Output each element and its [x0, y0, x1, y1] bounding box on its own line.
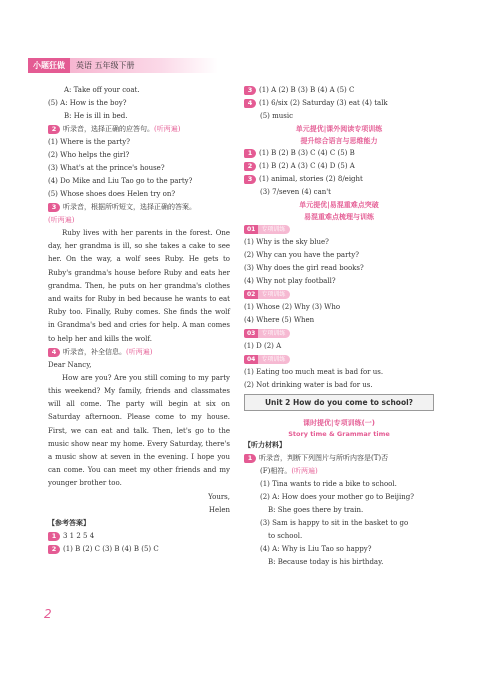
- list-item: (5) Whose shoes does Helen try on?: [48, 190, 176, 198]
- letter-greeting: Dear Nancy,: [48, 360, 92, 369]
- list-item: (3) Sam is happy to sit in the basket to go: [260, 519, 409, 527]
- list-item: (2) Who helps the girl?: [48, 151, 130, 159]
- section-title: 单元提优|课外阅读专项训练: [295, 125, 383, 133]
- answer-1: [48, 530, 230, 543]
- list-item: (3) Why does the girl read books?: [244, 264, 364, 272]
- answers-title: 【参考答案】: [48, 518, 90, 527]
- left-column: [48, 84, 230, 556]
- answer-number: 2: [244, 162, 256, 171]
- answer-2: [48, 543, 230, 556]
- course-subtitle: Story time & Grammar time: [288, 430, 390, 438]
- answer-4: [244, 97, 434, 110]
- question-text: 听录音，补全信息。: [63, 347, 126, 356]
- list-item: (3) What's at the prince's house?: [48, 164, 165, 172]
- section-subtitle: 易混重难点梳理与训练: [304, 213, 374, 221]
- page-number: 2: [44, 607, 52, 621]
- answer-cont: (5) music: [260, 112, 294, 120]
- list-item: (1) Eating too much meat is bad for us.: [244, 368, 384, 376]
- answer-3: [244, 84, 434, 97]
- header-tag: 小题狂做: [28, 58, 70, 73]
- header-subject: 英语 五年级下册: [76, 61, 135, 70]
- answer-text: (1) B (2) B (3) C (4) C (5) B: [259, 149, 355, 157]
- question-text: 听录音，选择正确的应答句。: [63, 125, 154, 133]
- text-line: (5) A: How is the boy?: [48, 99, 127, 107]
- letter-close: Yours,: [208, 492, 230, 501]
- list-item: (1) D (2) A: [244, 342, 282, 350]
- list-item: (4) A: Why is Liu Tao so happy?: [260, 545, 372, 553]
- list-item: (1) Why is the sky blue?: [244, 238, 329, 246]
- question-tag: (听两遍): [48, 216, 75, 224]
- material-list: [244, 478, 434, 569]
- question-number: 4: [48, 348, 60, 357]
- list-item: (4) Where (5) When: [244, 316, 315, 324]
- question-text: 听录音，判断下列图片与所听内容是(T)否: [259, 454, 389, 462]
- answer-number: 1: [48, 532, 60, 541]
- answer-number: 3: [244, 86, 256, 95]
- answer-number: 1: [244, 149, 256, 158]
- section-subtitle: 提升综合语言与思维能力: [300, 137, 378, 145]
- question-number: 2: [48, 125, 60, 134]
- question-2: [48, 123, 230, 136]
- question-tag: (听两遍): [291, 467, 318, 475]
- answer-text: (1) animal, stories (2) 8/eight: [259, 175, 363, 183]
- text-line: B: He is ill in bed.: [64, 112, 128, 120]
- answer-text: (1) 6/six (2) Saturday (3) eat (4) talk: [259, 99, 388, 107]
- answer-number: 2: [48, 545, 60, 554]
- question-number: 3: [48, 203, 60, 212]
- answer-text: (1) B (2) A (3) C (4) D (5) A: [259, 162, 355, 170]
- list-item: B: Because today is his birthday.: [268, 558, 384, 566]
- badge-number: 01: [244, 225, 258, 234]
- answer-s3: [244, 173, 434, 186]
- question-4: [48, 346, 230, 359]
- question-tag: (听两遍): [154, 125, 181, 133]
- unit-title: Unit 2 How do you come to school?: [244, 394, 434, 411]
- right-column: [244, 84, 434, 569]
- badge-label: 专项训练: [258, 329, 290, 338]
- question-cont: [244, 465, 434, 478]
- answer-number: 4: [244, 99, 256, 108]
- question-text-cont: (F)相符。: [260, 467, 292, 475]
- list-item: (4) Do Mike and Liu Tao go to the party?: [48, 177, 193, 185]
- answer-s1: [244, 147, 434, 160]
- section-title: 单元提优|易混重难点突破: [299, 201, 379, 209]
- badge-label: 专项训练: [258, 225, 290, 234]
- answer-text: (1) A (2) B (3) B (4) A (5) C: [259, 86, 355, 94]
- answer-text: (1) B (2) C (3) B (4) B (5) C: [63, 544, 159, 553]
- page-header: [28, 58, 218, 73]
- badge-number: 03: [244, 329, 258, 338]
- list-item: (2) Not drinking water is bad for us.: [244, 381, 373, 389]
- badge-label: 专项训练: [258, 290, 290, 299]
- list-item: (4) Why not play football?: [244, 277, 336, 285]
- training-badge: [244, 225, 290, 234]
- answer-text: 3 1 2 5 4: [63, 531, 95, 540]
- list-item: (2) Why can you have the party?: [244, 251, 359, 259]
- letter-sign: Helen: [208, 505, 230, 514]
- answer-cont: (3) 7/seven (4) can't: [260, 188, 331, 196]
- list-item: (2) A: How does your mother go to Beijing?: [260, 493, 414, 501]
- question-number: 1: [244, 454, 256, 463]
- training-badge: [244, 355, 290, 364]
- story-passage: Ruby lives with her parents in the forest. One day, her grandma is ill, so she takes a cake to see her. On the way, a wolf sees Ruby. He gets to Ruby's grandma's house before Ruby and eats her grandma. Then, he puts on her grandma's clothes and waits for Ruby in bed because he wants to eat Ruby too. Finally, Ruby comes. She finds the wolf in Grandma's bed and cries for help. A man comes to help her and kills the wolf.: [48, 229, 230, 343]
- training-badge: [244, 329, 290, 338]
- training-badge: [244, 290, 290, 299]
- material-title: 【听力材料】: [244, 441, 286, 449]
- list-item: (1) Whose (2) Why (3) Who: [244, 303, 341, 311]
- list-item: B: She goes there by train.: [268, 506, 364, 514]
- badge-label: 专项训练: [258, 355, 290, 364]
- list-item: to school.: [268, 532, 303, 540]
- question-text: 听录音，根据所听短文，选择正确的答案。: [63, 203, 196, 211]
- material-question-1: [244, 452, 434, 465]
- badge-number: 04: [244, 355, 258, 364]
- question-tag: (听两遍): [126, 347, 153, 356]
- letter-body: How are you? Are you still coming to my party this weekend? My family, friends and classmates will all come. The party will begin at six on Saturday afternoon. Please come to my house. First, we can eat and talk. Then, let's go to the music show near my home. Every Saturday, there's a music show at seven in the evening. I hope you can come. You can meet my other friends and my younger brother too.: [48, 373, 230, 488]
- text-line: A: Take off your coat.: [64, 86, 140, 94]
- badge-number: 02: [244, 290, 258, 299]
- list-item: (1) Tina wants to ride a bike to school.: [260, 480, 397, 488]
- question-3: [48, 201, 230, 214]
- list-item: (1) Where is the party?: [48, 138, 130, 146]
- answer-s2: [244, 160, 434, 173]
- course-title: 课时提优|专项训练(一): [303, 419, 375, 427]
- answer-number: 3: [244, 175, 256, 184]
